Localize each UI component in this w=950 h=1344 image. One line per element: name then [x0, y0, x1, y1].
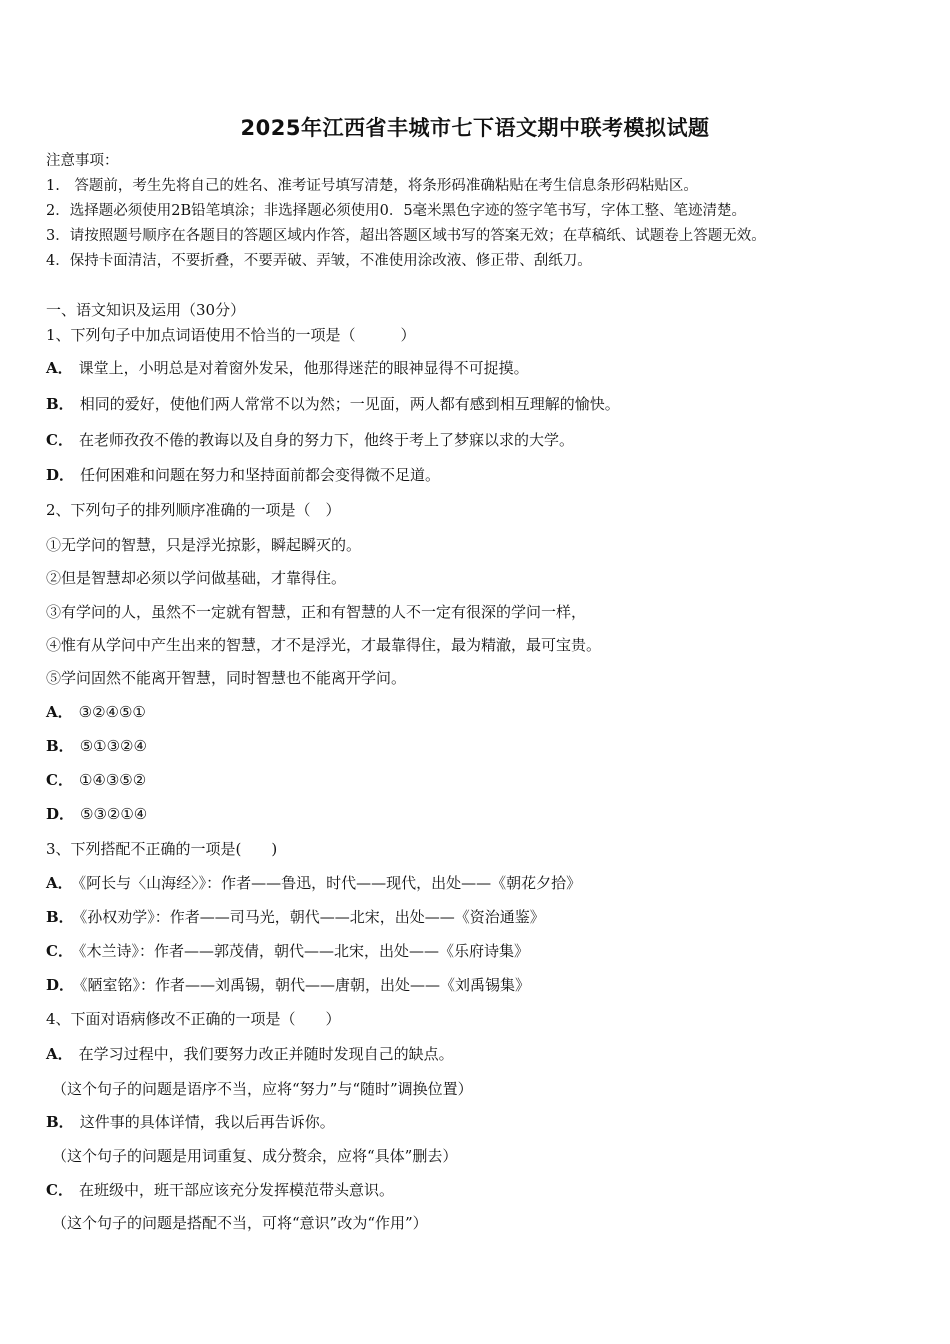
q2-option-b: [46, 736, 147, 756]
option-text: ①④③⑤②: [78, 771, 147, 789]
notice-item-3: 3．请按照题号顺序在各题目的答题区域内作答，超出答题区域书写的答案无效；在草稿纸、试题卷上答题无效。: [46, 228, 766, 244]
option-text: 《阿长与〈山海经〉》：作者——鲁迅，时代——现代，出处——《朝花夕拾》: [78, 874, 582, 892]
option-text: 这件事的具体详情，我以后再告诉你。: [79, 1113, 335, 1131]
option-label: A．: [46, 359, 73, 377]
q2-option-c: [46, 770, 146, 790]
page-title: 2025年江西省丰城市七下语文期中联考模拟试题: [240, 116, 710, 140]
option-label: D．: [46, 976, 75, 994]
q4-option-c-note: （这个句子的问题是搭配不当，可将“意识”改为“作用”）: [52, 1214, 428, 1232]
option-text: 相同的爱好，使他们两人常常不以为然；一见面，两人都有感到相互理解的愉快。: [79, 395, 620, 413]
q3-stem: 3、下列搭配不正确的一项是( ): [46, 840, 278, 858]
notice-item-4: 4．保持卡面清洁，不要折叠，不要弄破、弄皱，不准使用涂改液、修正带、刮纸刀。: [46, 253, 592, 269]
q3-option-c: [46, 941, 529, 961]
q1-stem: 1、下列句子中加点词语使用不恰当的一项是（ ）: [46, 326, 416, 344]
q1-option-c: [46, 430, 574, 450]
option-text: ⑤③②①④: [80, 805, 148, 823]
option-text: 在老师孜孜不倦的教诲以及自身的努力下，他终于考上了梦寐以求的大学。: [78, 431, 574, 449]
q2-option-a: [46, 702, 146, 722]
option-text: ③②④⑤①: [78, 703, 146, 721]
q4-option-b: [46, 1112, 335, 1132]
q2-sentence-2: ②但是智慧却必须以学问做基础，才靠得住。: [46, 569, 347, 587]
notice-heading: 注意事项：: [46, 153, 119, 169]
q2-sentence-4: ④惟有从学问中产生出来的智慧，才不是浮光，才最靠得住，最为精澈，最可宝贵。: [46, 636, 602, 654]
q4-stem: 4、下面对语病修改不正确的一项是（ ）: [46, 1010, 341, 1028]
q1-option-d: [46, 465, 440, 485]
q4-option-a-note: （这个句子的问题是语序不当，应将“努力”与“随时”调换位置）: [52, 1080, 473, 1098]
option-text: 《孙权劝学》：作者——司马光，朝代——北宋，出处——《资治通鉴》: [79, 908, 545, 926]
q2-stem: 2、下列句子的排列顺序准确的一项是（ ）: [46, 501, 341, 519]
q4-option-b-note: （这个句子的问题是用词重复、成分赘余，应将“具体”删去）: [52, 1147, 458, 1165]
option-label: D．: [46, 466, 75, 484]
q2-option-d: [46, 804, 147, 824]
q1-option-a: [46, 358, 529, 378]
q4-option-c: [46, 1180, 394, 1200]
q4-option-a: [46, 1044, 454, 1064]
option-label: B．: [46, 908, 74, 926]
option-label: A．: [46, 874, 73, 892]
option-label: D．: [46, 805, 75, 823]
option-label: C．: [46, 431, 73, 449]
q2-sentence-3: ③有学问的人，虽然不一定就有智慧，正和有智慧的人不一定有很深的学问一样，: [46, 603, 587, 621]
option-label: B．: [46, 737, 74, 755]
option-text: 在学习过程中，我们要努力改正并随时发现自己的缺点。: [78, 1045, 454, 1063]
option-label: C．: [46, 942, 73, 960]
option-text: 《陋室铭》：作者——刘禹锡，朝代——唐朝，出处——《刘禹锡集》: [80, 976, 531, 994]
option-label: B．: [46, 395, 74, 413]
q3-option-a: [46, 873, 581, 893]
option-label: C．: [46, 771, 73, 789]
option-text: 任何困难和问题在努力和坚持面前都会变得微不足道。: [80, 466, 441, 484]
option-text: 在班级中，班干部应该充分发挥模范带头意识。: [78, 1181, 394, 1199]
option-text: 课堂上，小明总是对着窗外发呆，他那得迷茫的眼神显得不可捉摸。: [78, 359, 529, 377]
q3-option-d: [46, 975, 530, 995]
notice-item-1: 1. 答题前，考生先将自己的姓名、准考证号填写清楚，将条形码准确粘贴在考生信息条形码粘贴区。: [46, 178, 698, 194]
q3-option-b: [46, 907, 545, 927]
option-text: ⑤①③②④: [79, 737, 147, 755]
option-label: C．: [46, 1181, 73, 1199]
q2-sentence-5: ⑤学问固然不能离开智慧，同时智慧也不能离开学问。: [46, 669, 407, 687]
option-label: B．: [46, 1113, 74, 1131]
option-text: 《木兰诗》：作者——郭茂倩，朝代——北宋，出处——《乐府诗集》: [78, 942, 529, 960]
q2-sentence-1: ①无学问的智慧，只是浮光掠影，瞬起瞬灭的。: [46, 536, 362, 554]
option-label: A．: [46, 1045, 73, 1063]
section-heading: 一、语文知识及运用（30分）: [46, 301, 246, 319]
q1-option-b: [46, 394, 620, 414]
option-label: A．: [46, 703, 73, 721]
notice-item-2: 2．选择题必须使用2B铅笔填涂；非选择题必须使用0．5毫米黑色字迹的签字笔书写，字体工整、笔迹清楚。: [46, 203, 747, 219]
